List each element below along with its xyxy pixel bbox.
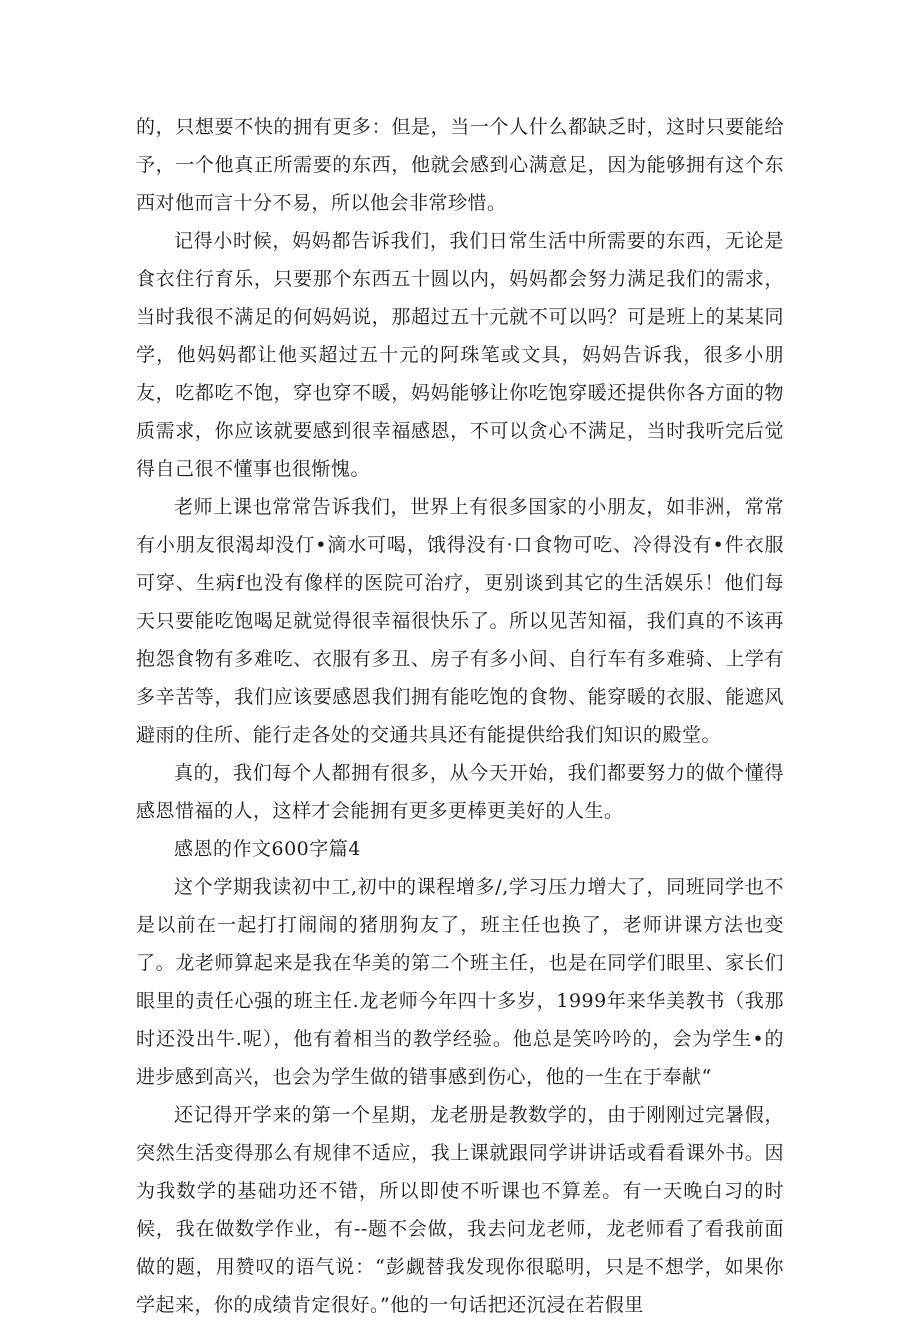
paragraph-2: 记得小时候，妈妈都告诉我们，我们日常生活中所需要的东西，无论是食衣住行育乐，只要那个东西五十圆以内，妈妈都会努力满足我们的需求，当时我很不满足的何妈妈说，那超过五十元就不可以吗？可是班上的某某同学，他妈妈都让他买超过五十元的阿珠笔或文具，妈妈告诉我，很多小朋友，吃都吃不饱，穿也穿不暖，妈妈能够让你吃饱穿暖还提供你各方面的物质需求，你应该就要感到很幸福感恩，不可以贪心不满足，当时我听完后觉得自己很不懂事也很惭愧。 (136, 230, 784, 480)
document-page (136, 108, 784, 1324)
paragraph-4: 真的，我们每个人都拥有很多，从今天开始，我们都要努力的做个懂得感恩惜福的人，这样才会能拥有更多更棒更美好的人生。 (136, 762, 784, 822)
paragraph-1: 的，只想要不快的拥有更多：但是，当一个人什么都缺乏时，这时只要能给予，一个他真正所需要的东西，他就会感到心满意足，因为能够拥有这个东西对他而言十分不易，所以他会非常珍惜。 (136, 116, 784, 214)
paragraph-3: 老师上课也常常告诉我们，世界上有很多国家的小朋友，如非洲，常常有小朋友很渴却没仃•滴水可喝，饿得没有·口食物可吃、冷得没有•件衣服可穿、生病f也没有像样的医院可治疗，更别谈到其它的生活娱乐！他们每天只要能吃饱喝足就觉得很幸福很快乐了。所以见苦知福，我们真的不该再抱怨食物有多难吃、衣服有多丑、房子有多小间、自行车有多难骑、上学有多辛苦等，我们应该要感恩我们拥有能吃饱的食物、能穿暖的衣服、能遮风避雨的住所、能行走各处的交通共具还有能提供给我们知识的殿堂。 (136, 496, 784, 746)
section-heading: 感恩的作文600字篇4 (174, 838, 361, 860)
paragraph-6: 还记得开学来的第一个星期，龙老册是教数学的，由于刚刚过完暑假，突然生活变得那么有规律不适应，我上课就跟同学讲讲话或看看课外书。因为我数学的基础功还不错，所以即使不听课也不算差。有一天晚白习的时候，我在做数学作业，有--题不会做，我去问龙老师，龙老师看了看我前面做的题，用赞叹的语气说：“彭觑替我发现你很聪明，只是不想学，如果你学起来，你的成绩肯定很好。”他的一句话把还沉浸在若假里 (136, 1104, 784, 1316)
paragraph-5: 这个学期我读初中工,初中的课程增多/,学习压力增大了，同班同学也不是以前在一起打打闹闹的猪朋狗友了，班主任也换了，老师讲课方法也变了。龙老师算起来是我在华美的第二个班主任，也是在同学们眼里、家长们眼里的责任心强的班主任.龙老师今年四十多岁，1999年来华美教书（我那时还没出牛.呢），他有着相当的教学经验。他总是笑吟吟的，会为学生•的进步感到高兴，也会为学生做的错事感到伤心，他的一生在于奉献“ (136, 876, 784, 1088)
